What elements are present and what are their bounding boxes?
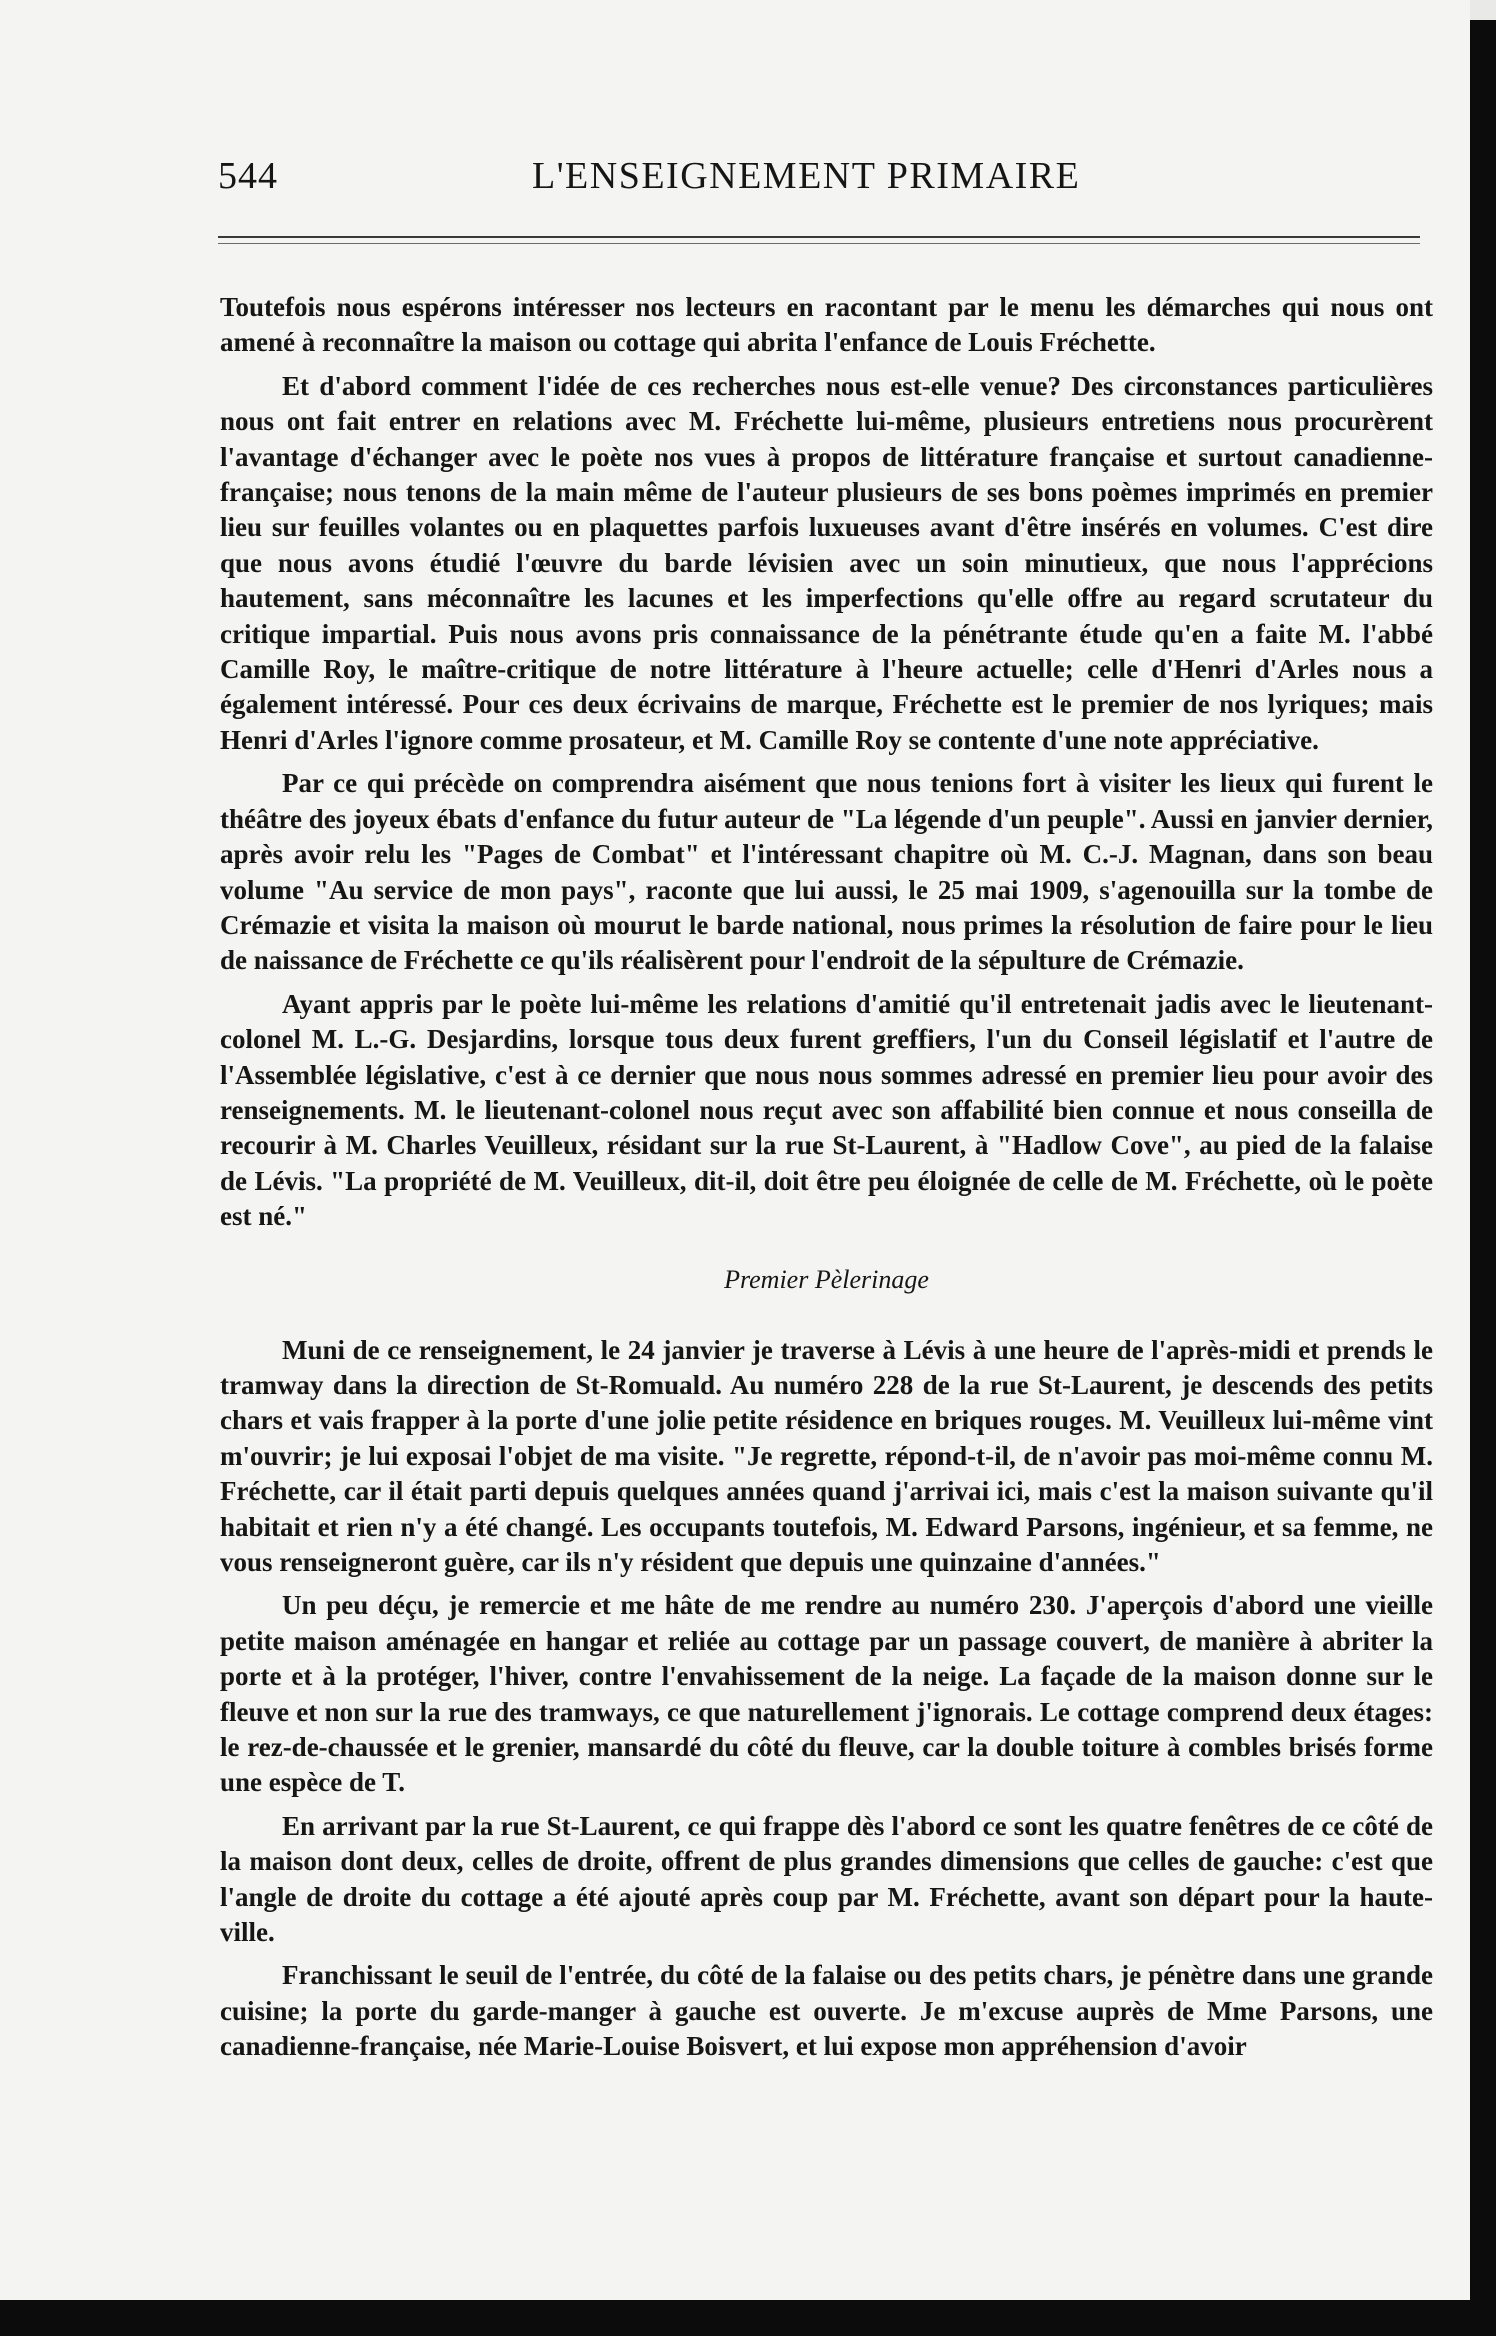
scan-border-bottom [0,2300,1496,2336]
header-rule-thin [218,243,1420,244]
paragraph-2: Et d'abord comment l'idée de ces recherches nous est-elle venue? Des circonstances particulières nous ont fait entrer en relations avec M. Fréchette lui-même, plusieurs entretiens nous procurèrent l'avantage d'échanger avec le poète nos vues à propos de littérature française et surtout canadienne-française; nous tenons de la main même de l'auteur plusieurs de ses bons poèmes imprimés en premier lieu sur feuilles volantes ou en plaquettes parfois luxueuses avant d'être insérés en volumes. C'est dire que nous avons étudié l'œuvre du barde lévisien avec un soin minutieux, que nous l'apprécions hautement, sans méconnaître les lacunes et les imperfections qu'elle offre au regard scrutateur du critique impartial. Puis nous avons pris connaissance de la pénétrante étude qu'en a faite M. l'abbé Camille Roy, le maître-critique de notre littérature à l'heure actuelle; celle d'Henri d'Arles nous a également intéressé. Pour ces deux écrivains de marque, Fréchette est le premier de nos lyriques; mais Henri d'Arles l'ignore comme prosateur, et M. Camille Roy se contente d'une note appréciative. [220,370,1433,755]
page-number: 544 [218,155,278,197]
paragraph-3: Par ce qui précède on comprendra aisément que nous tenions fort à visiter les lieux qui furent le théâtre des joyeux ébats d'enfance du futur auteur de "La légende d'un peuple". Aussi en janvier dernier, après avoir relu les "Pages de Combat" et l'intéressant chapitre où M. C.-J. Magnan, dans son beau volume "Au service de mon pays", raconte que lui aussi, le 25 mai 1909, s'agenouilla sur la tombe de Crémazie et visita la maison où mourut le barde national, nous primes la résolution de faire pour le lieu de naissance de Fréchette ce qu'ils réalisèrent pour l'endroit de la sépulture de Crémazie. [220,768,1433,976]
header-rule [218,236,1420,238]
body-text [220,290,1433,2073]
paragraph-7: En arrivant par la rue St-Laurent, ce qui frappe dès l'abord ce sont les quatre fenêtres de ce côté de la maison dont deux, celles de droite, offrent de plus grandes dimensions que celles de gauche: c'est que l'angle de droite du cottage a été ajouté après coup par M. Fréchette, avant son départ pour la haute-ville. [220,1810,1433,1948]
scan-border-right [1470,20,1496,2336]
paragraph-4: Ayant appris par le poète lui-même les relations d'amitié qu'il entretenait jadis avec le lieutenant-colonel M. L.-G. Desjardins, lorsque tous deux furent greffiers, l'un du Conseil législatif et l'autre de l'Assemblée législative, c'est à ce dernier que nous nous sommes adressé en premier lieu pour avoir des renseignements. M. le lieutenant-colonel nous reçut avec son affabilité bien connue et nous conseilla de recourir à M. Charles Veuilleux, résidant sur la rue St-Laurent, à "Hadlow Cove", au pied de la falaise de Lévis. "La propriété de M. Veuilleux, dit-il, doit être peu éloignée de celle de M. Fréchette, où le poète est né." [220,988,1433,1232]
paragraph-6: Un peu déçu, je remercie et me hâte de me rendre au numéro 230. J'aperçois d'abord une vieille petite maison aménagée en hangar et reliée au cottage par un passage couvert, de manière à abriter la porte et à la protéger, l'hiver, contre l'envahissement de la neige. La façade de la maison donne sur le fleuve et non sur la rue des tramways, ce que naturellement j'ignorais. Le cottage comprend deux étages: le rez-de-chaussée et le grenier, mansardé du côté du fleuve, car la double toiture à combles brisés forme une espèce de T. [220,1590,1433,1798]
paragraph-5: Muni de ce renseignement, le 24 janvier je traverse à Lévis à une heure de l'après-midi et prends le tramway dans la direction de St-Romuald. Au numéro 228 de la rue St-Laurent, je descends des petits chars et vais frapper à la porte d'une jolie petite résidence en briques rouges. M. Veuilleux lui-même vint m'ouvrir; je lui exposai l'objet de ma visite. "Je regrette, répond-t-il, de n'avoir pas moi-même connu M. Fréchette, car il était parti depuis quelques années quand j'arrivai ici, mais c'est la maison suivante qu'il habitait et rien n'y a été changé. Les occupants toutefois, M. Edward Parsons, ingénieur, et sa femme, ne vous renseigneront guère, car ils n'y résident que depuis une quinzaine d'années." [220,1334,1433,1577]
running-title: L'ENSEIGNEMENT PRIMAIRE [532,155,1081,197]
paragraph-8: Franchissant le seuil de l'entrée, du côté de la falaise ou des petits chars, je pénètre dans une grande cuisine; la porte du garde-manger à gauche est ouverte. Je m'excuse auprès de Mme Parsons, une canadienne-française, née Marie-Louise Boisvert, et lui expose mon appréhension d'avoir [220,1960,1433,2062]
page-header [218,150,1418,210]
section-heading: Premier Pèlerinage [724,1264,929,1294]
paragraph-1: Toutefois nous espérons intéresser nos lecteurs en racontant par le menu les démarches qui nous ont amené à reconnaître la maison ou cottage qui abrita l'enfance de Louis Fréchette. [220,292,1433,358]
